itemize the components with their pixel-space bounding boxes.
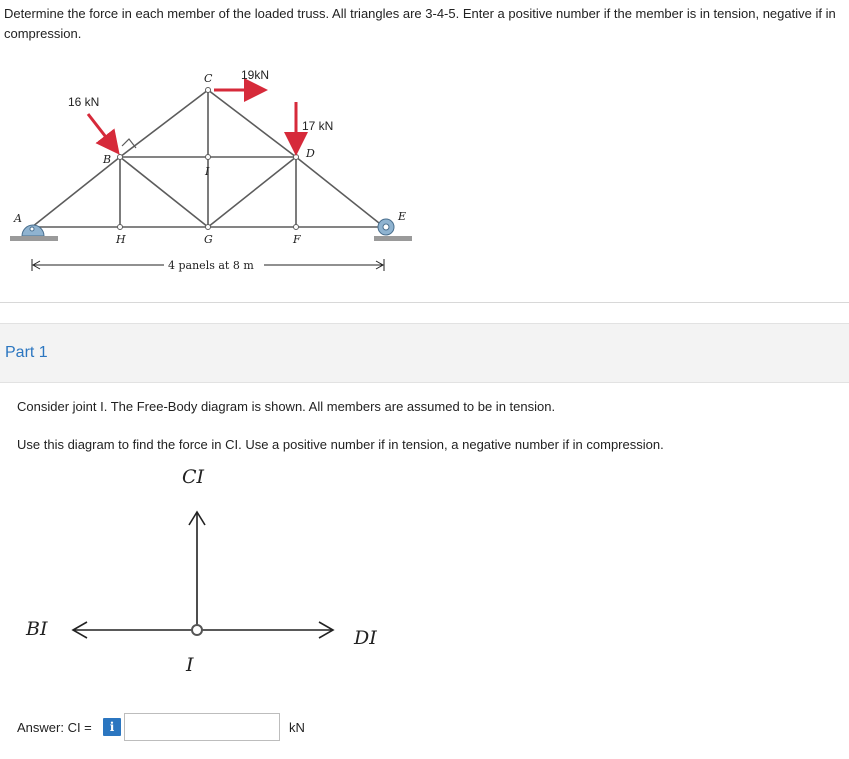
- fbd-label-di: DI: [354, 627, 377, 649]
- fbd-label-i: I: [186, 654, 194, 676]
- info-icon[interactable]: i: [103, 718, 121, 736]
- instruction-joint: Consider joint I. The Free-Body diagram is shown. All members are assumed to be in tension.: [17, 399, 556, 414]
- answer-row: [17, 713, 617, 743]
- part-title[interactable]: Part 1: [5, 344, 48, 361]
- part-header: [0, 323, 849, 383]
- node-label-f: F: [293, 233, 301, 246]
- dimension-label: 4 panels at 8 m: [168, 259, 254, 272]
- load-arrow-b: [88, 114, 116, 150]
- unit-label: kN: [289, 720, 305, 735]
- node-label-d: D: [306, 147, 315, 160]
- free-body-diagram: [0, 455, 440, 695]
- node-label-h: H: [116, 233, 126, 246]
- load-label-c: 19kN: [241, 68, 270, 82]
- instruction-find: Use this diagram to find the force in CI. Use a positive number if in tension, a negative number if in compression.: [17, 437, 664, 452]
- answer-label: Answer: CI =: [17, 720, 92, 735]
- node-label-i: I: [205, 165, 210, 178]
- node-label-g: G: [204, 233, 213, 246]
- truss-figure: [0, 50, 440, 290]
- fbd-joint: [192, 625, 202, 635]
- question-text: Determine the force in each member of the loaded truss. All triangles are 3-4-5. Enter a positive number if the member is in tension, negative if in compression.: [4, 6, 836, 41]
- load-label-d: 17 kN: [302, 119, 334, 133]
- support-e: [374, 219, 412, 241]
- node-label-e: E: [398, 210, 407, 223]
- divider: [0, 302, 849, 303]
- node-label-b: B: [103, 153, 112, 166]
- fbd-label-ci: CI: [182, 466, 205, 488]
- load-label-b: 16 kN: [68, 95, 100, 109]
- node-label-c: C: [204, 72, 213, 85]
- node-label-a: A: [14, 212, 22, 225]
- answer-input[interactable]: [124, 713, 280, 741]
- fbd-label-bi: BI: [26, 618, 48, 640]
